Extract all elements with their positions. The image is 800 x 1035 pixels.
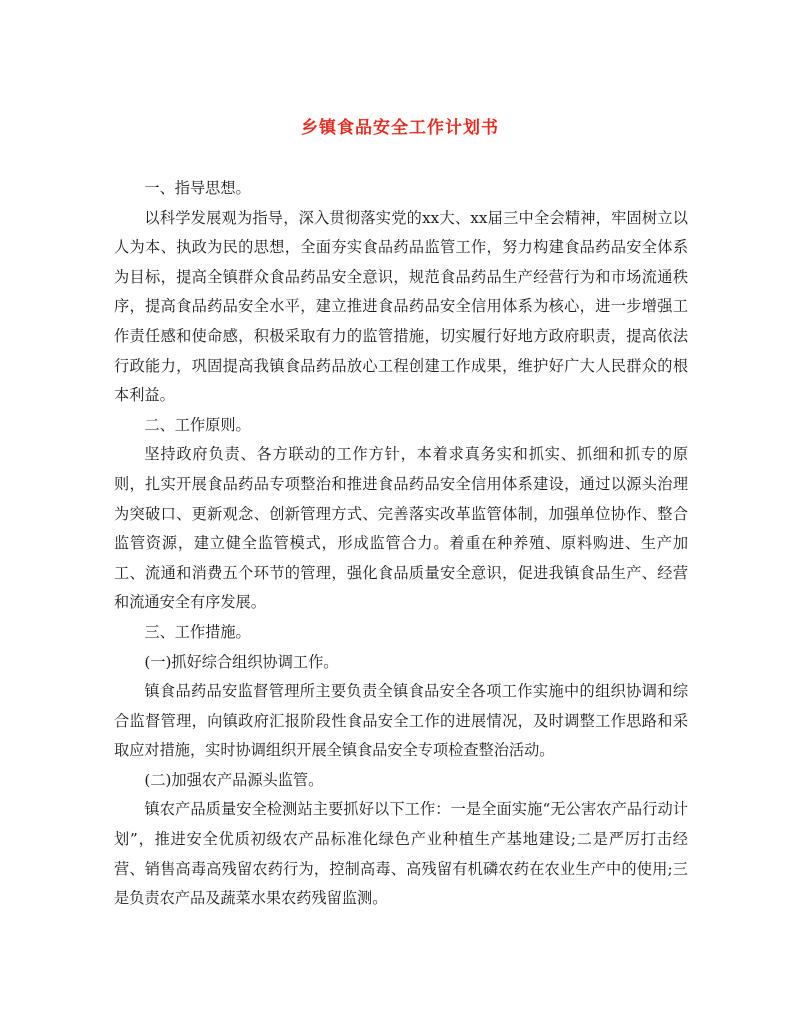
subheading-source-supervision: (二)加强农产品源头监管。 (144, 770, 324, 789)
paragraph-source-supervision: 镇农产品质量安全检测站主要抓好以下工作：一是全面实施“无公害农产品行动计划”，推进安全优质初级农产品标准化绿色产业种植生产基地建设;二是严厉打击经营、销售高毒高残留农药行为，控制高毒、高残留有机磷农药在农业生产中的使用;三是负责农产品及蔬菜水果农药残留监测。 (114, 800, 688, 908)
subheading-coordination: (一)抓好综合组织协调工作。 (144, 652, 339, 671)
section-heading-guiding-thought: 一、指导思想。 (144, 179, 251, 197)
paragraph-coordination: 镇食品药品安监督管理所主要负责全镇食品安全各项工作实施中的组织协调和综合监督管理，向镇政府汇报阶段性食品安全工作的进展情况，及时调整工作思路和采取应对措施，实时协调组织开展全镇食品安全专项检查整治活动。 (114, 682, 688, 760)
section-heading-work-principles: 二、工作原则。 (144, 415, 251, 434)
paragraph-guiding-thought: 以科学发展观为指导，深入贯彻落实党的xx大、xx届三中全会精神，牢固树立以人为本、执政为民的思想，全面夯实食品药品监管工作，努力构建食品药品安全体系为目标，提高全镇群众食品药品安全意识，规范食品药品生产经营行为和市场流通秩序，提高食品药品安全水平，建立推进食品药品安全信用体系为核心，进一步增强工作责任感和使命感，积极采取有力的监管措施，切实履行好地方政府职责，提高依法行政能力，巩固提高我镇食品药品放心工程创建工作成果，维护好广大人民群众的根本利益。 (114, 208, 688, 405)
document-body (114, 174, 688, 914)
section-heading-work-measures: 三、工作措施。 (144, 622, 251, 641)
paragraph-work-principles: 坚持政府负责、各方联动的工作方针，本着求真务实和抓实、抓细和抓专的原则，扎实开展食品药品专项整治和推进食品药品安全信用体系建设，通过以源头治理为突破口、更新观念、创新管理方式、完善落实改革监管体制，加强单位协作、整合监管资源，建立健全监管模式，形成监管合力。着重在种养殖、原料购进、生产加工、流通和消费五个环节的管理，强化食品质量安全意识，促进我镇食品生产、经营和流通安全有序发展。 (114, 445, 688, 612)
document-title: 乡镇食品安全工作计划书 (301, 118, 499, 138)
